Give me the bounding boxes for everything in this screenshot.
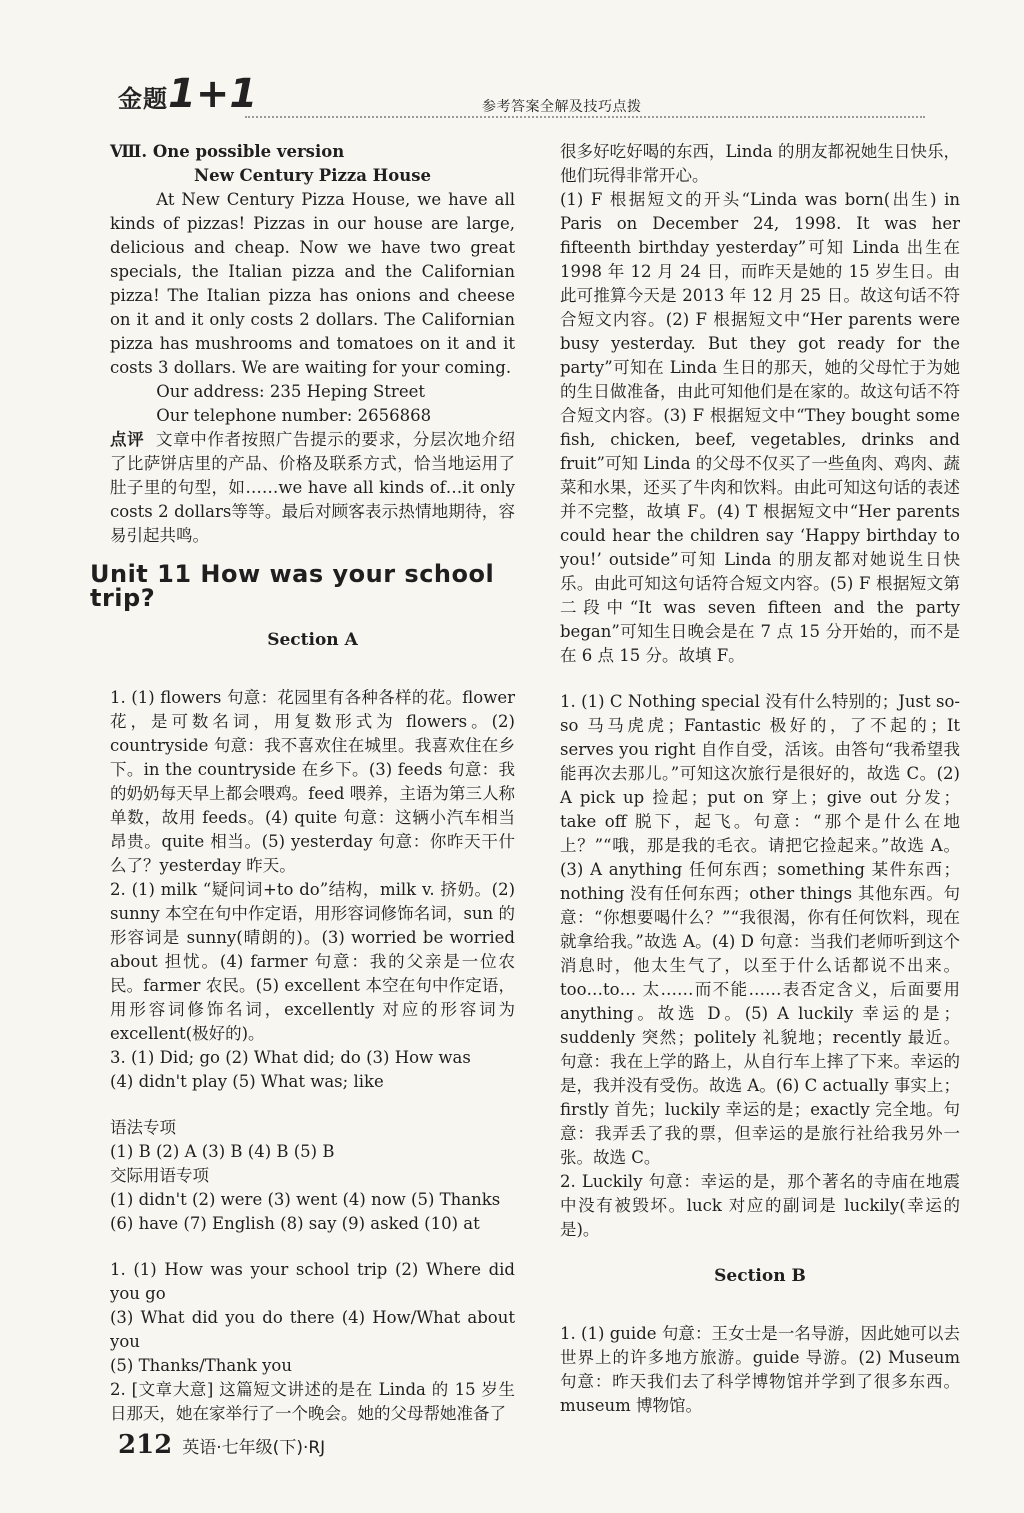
page-footer xyxy=(118,1430,326,1460)
essay-body xyxy=(110,188,515,428)
left-column xyxy=(90,140,515,1426)
page-header xyxy=(0,0,1024,135)
section-b-answers: 1. (1) guide 句意：王女士是一名导游，因此她可以去世界上的许多地方旅游。guide 导游。(2) Museum 句意：昨天我们去了科学博物馆并学到了很多东西。museum 博物馆。 xyxy=(560,1324,960,1415)
grammar-answers: (1) B (2) A (3) B (4) B (5) B xyxy=(110,1142,335,1161)
unit-title: Unit 11 How was your school trip? xyxy=(90,560,495,612)
answer-q1: 1. (1) flowers 句意：花园里有各种各样的花。flower 花，是可数名词，用复数形式为 flowers。(2) countryside 句意：我不喜欢住在城里。我喜欢住在乡下。in the countryside 在乡下。(3) feeds 句意：我的奶奶每天早上都会喂鸡。feed 喂养，主语为第三人称单数，故用 feeds。(4) quite 句意：这辆小汽车相当昂贵。quite 相当。(5) yesterday 句意：你昨天干什么了？yesterday 昨天。 xyxy=(110,688,515,875)
mc-answers-2: 2. Luckily 句意：幸运的是，那个著名的寺庙在地震中没有被毁坏。luck 对应的副词是 luckily(幸运的是)。 xyxy=(560,1172,960,1239)
logo-number: 1+1 xyxy=(168,71,258,117)
essay-paragraph: At New Century Pizza House, we have all kinds of pizzas! Pizzas in our house are large, delicious and cheap. Now we have two great specials, the Italian pizza and the Californian pizza! The Italian pizza has onions and cheese on it and it only costs 2 dollars. The Californian pizza has mushrooms and tomatoes on it and it costs 3 dollars. We are waiting for your coming. xyxy=(110,190,515,377)
essay-title: New Century Pizza House xyxy=(193,166,432,185)
grammar-title: 语法专项 xyxy=(110,1118,176,1137)
viii-heading: Ⅷ. One possible version xyxy=(110,142,345,161)
footer-text: 英语·七年级(下)·RJ xyxy=(182,1438,326,1458)
comm-answers-1: (1) didn't (2) were (3) went (4) now (5) Thanks xyxy=(110,1190,501,1209)
comment-text: 文章中作者按照广告提示的要求，分层次地介绍了比萨饼店里的产品、价格及联系方式，恰当地运用了肚子里的句型，如……we have all kinds of…it only costs 2 dollars等等。最后对顾客表示热情地期待，容易引起共鸣。 xyxy=(110,430,515,545)
reading-q2-intro: 2. [文章大意] 这篇短文讲述的是在 Linda 的 15 岁生日那天，她在家举行了一个晚会。她的父母帮她准备了 xyxy=(110,1380,515,1423)
reading-q1-line2: (3) What did you do there (4) How/What about you xyxy=(110,1308,515,1351)
passage-summary-cont: 很多好吃好喝的东西，Linda 的朋友都祝她生日快乐，他们玩得非常开心。 xyxy=(560,142,960,185)
brand-logo xyxy=(118,71,258,117)
answer-q3-line1: 3. (1) Did; go (2) What did; do (3) How was xyxy=(110,1048,471,1067)
comm-title: 交际用语专项 xyxy=(110,1166,209,1185)
reading-q1-line1: 1. (1) How was your school trip (2) Where did you go xyxy=(110,1260,515,1303)
section-a-heading: Section A xyxy=(267,630,358,650)
header-divider xyxy=(245,116,925,118)
header-subtitle: 参考答案全解及技巧点拨 xyxy=(482,99,642,115)
essay-address: Our address: 235 Heping Street xyxy=(156,382,425,401)
page-number: 212 xyxy=(118,1430,173,1460)
comment xyxy=(110,428,515,548)
logo-text: 金题 xyxy=(118,85,168,113)
reading-q1-line3: (5) Thanks/Thank you xyxy=(110,1356,292,1375)
essay-phone: Our telephone number: 2656868 xyxy=(156,406,432,425)
mc-answers-1: 1. (1) C Nothing special 没有什么特别的；Just so-so 马马虎虎；Fantastic 极好的，了不起的；It serves you right 自作自受，活该。由答句“我希望我能再次去那儿。”可知这次旅行是很好的，故选 C。(2) A pick up 捡起；put on 穿上；give out 分发；take off 脱下，起飞。句意：“那个是什么在地上？”“哦，那是我的毛衣。请把它捡起来。”故选 A。(3) A anything 任何东西；something 某件东西；nothing 没有任何东西；other things 其他东西。句意：“你想要喝什么？”“我很渴，你有任何饮料，现在就拿给我。”故选 A。(4) D 句意：当我们老师听到这个消息时，他太生气了，以至于什么话都说不出来。too…to… 太……而不能……表否定含义，后面要用 anything。故选 D。(5) A luckily 幸运的是；suddenly 突然；politely 礼貌地；recently 最近。句意：我在上学的路上，从自行车上摔了下来。幸运的是，我并没有受伤。故选 A。(6) C actually 事实上；firstly 首先；luckily 幸运的是；exactly 完全地。句意：我弄丢了我的票，但幸运的是旅行社给我另外一张。故选 C。 xyxy=(560,692,960,1167)
section-b-heading: Section B xyxy=(714,1266,806,1286)
comm-answers-2: (6) have (7) English (8) say (9) asked (10) at xyxy=(110,1214,480,1233)
passage-answers: (1) F 根据短文的开头“Linda was born(出生) in Paris on December 24, 1998. It was her fifteenth birthday yesterday”可知 Linda 出生在 1998 年 12 月 24 日，而昨天是她的 15 岁生日。由此可推算今天是 2013 年 12 月 25 日。故这句话不符合短文内容。(2) F 根据短文中“Her parents were busy yesterday. But they got ready for the party”可知在 Linda 生日的那天，她的父母忙于为她的生日做准备，由此可知他们是在家的。故这句话不符合短文内容。(3) F 根据短文中“They bought some fish, chicken, beef, vegetables, drinks and fruit”可知 Linda 的父母不仅买了一些鱼肉、鸡肉、蔬菜和水果，还买了牛肉和饮料。由此可知这句话的表述并不完整，故填 F。(4) T 根据短文中“Her parents could hear the children say ‘Happy birthday to you!’ outside”可知 Linda 的朋友都对她说生日快乐。由此可知这句话符合短文内容。(5) F 根据短文第二段中“It was seven fifteen and the party began”可知生日晚会是在 7 点 15 分开始的，而不是在 6 点 15 分。故填 F。 xyxy=(560,190,960,665)
answer-q2: 2. (1) milk “疑问词+to do”结构，milk v. 挤奶。(2) sunny 本空在句中作定语，用形容词修饰名词，sun 的形容词是 sunny(晴朗的)。(3) worried be worried about 担忧。(4) farmer 句意：我的父亲是一位农民。farmer 农民。(5) excellent 本空在句中作定语，用形容词修饰名词，excellently 对应的形容词为 excellent(极好的)。 xyxy=(110,880,515,1043)
answer-q3-line2: (4) didn't play (5) What was; like xyxy=(110,1072,384,1091)
right-column xyxy=(560,140,960,1418)
comment-label: 点评 xyxy=(110,430,145,449)
